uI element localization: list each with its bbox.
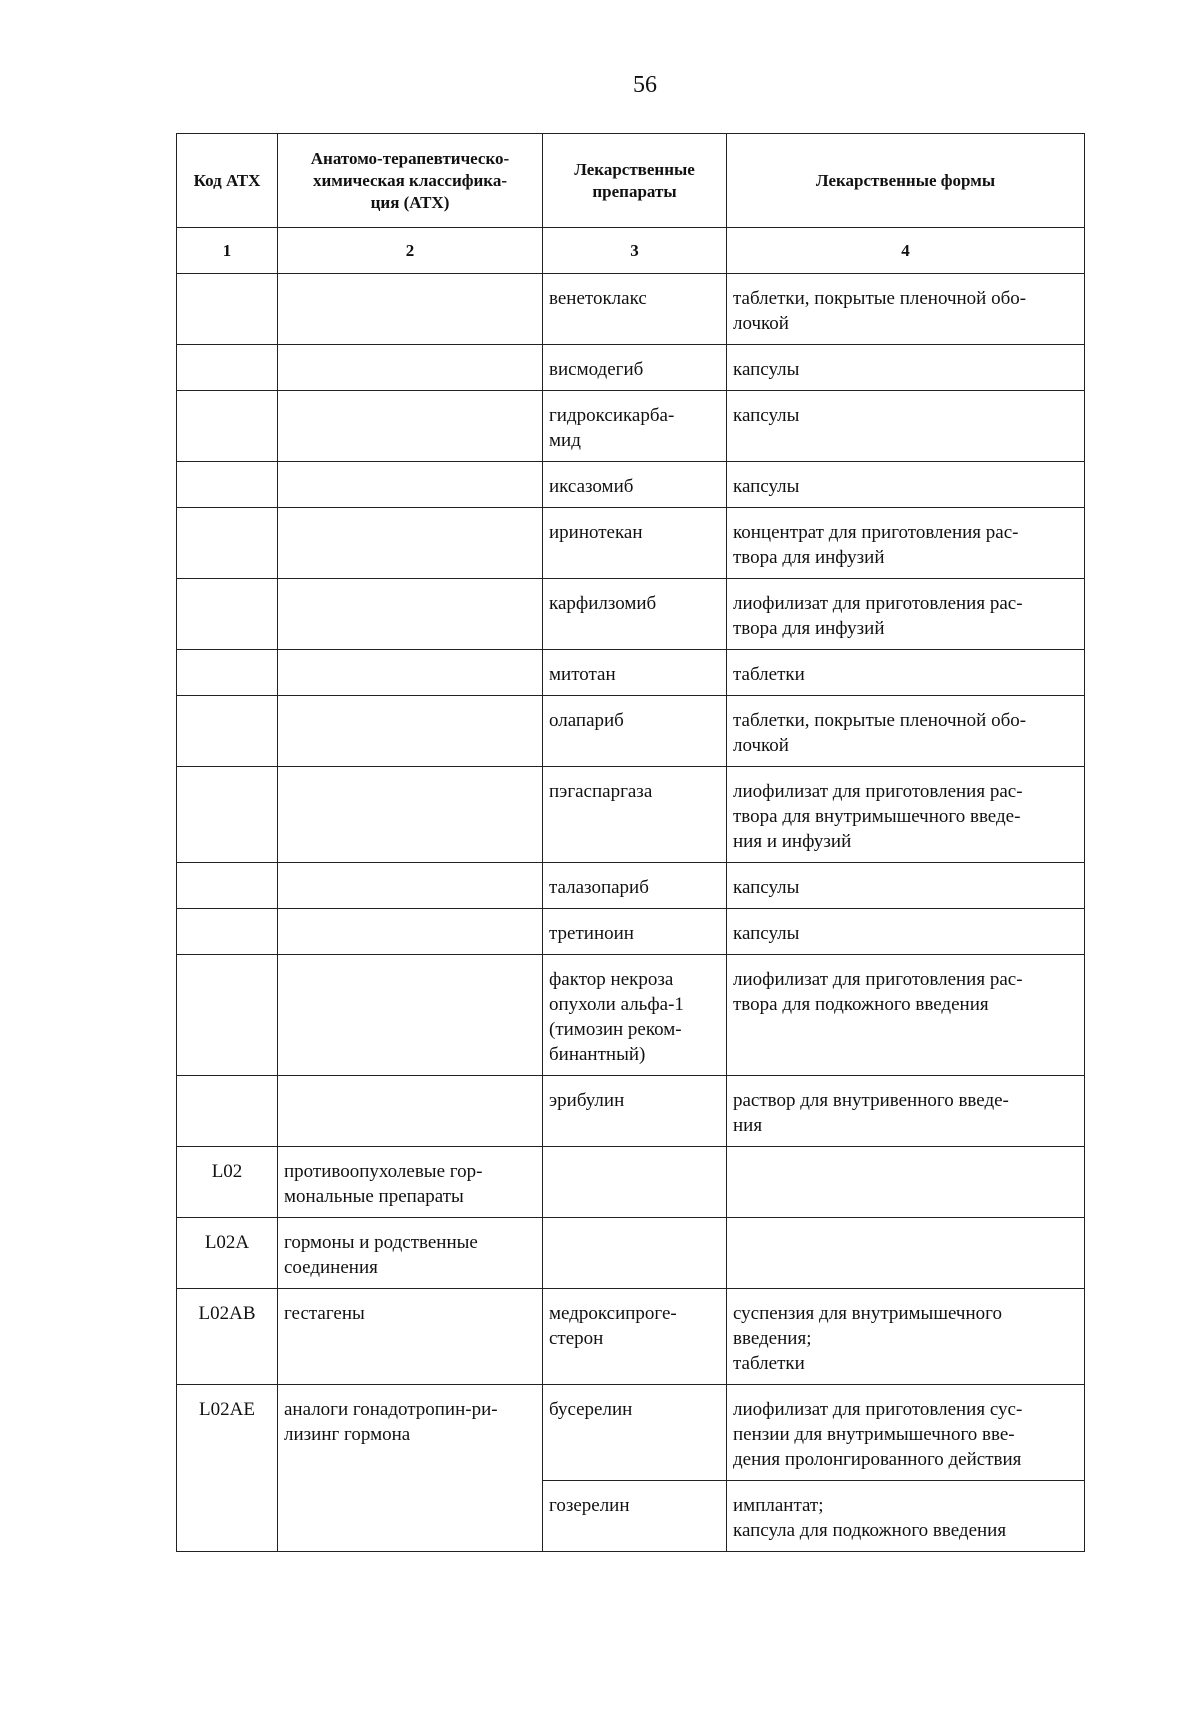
dosage-form-cell	[727, 1147, 1085, 1218]
atx-code-cell	[177, 650, 278, 696]
column-number: 3	[543, 228, 727, 274]
drug-cell: иксазомиб	[543, 462, 727, 508]
atx-code-cell	[177, 462, 278, 508]
drug-cell: висмодегиб	[543, 345, 727, 391]
atx-code-cell: L02A	[177, 1218, 278, 1289]
atx-code-cell	[177, 767, 278, 863]
header-drugs: Лекарственные препараты	[543, 134, 727, 228]
classification-cell	[278, 955, 543, 1076]
drug-cell: медроксипроге- стерон	[543, 1289, 727, 1385]
dosage-form-cell: капсулы	[727, 909, 1085, 955]
drug-cell: пэгаспаргаза	[543, 767, 727, 863]
atx-code-cell	[177, 274, 278, 345]
column-number: 2	[278, 228, 543, 274]
header-atx-classification: Анатомо-терапевтическо- химическая классифика- ция (АТХ)	[278, 134, 543, 228]
table-row	[177, 650, 1085, 696]
drug-cell	[543, 1218, 727, 1289]
classification-cell: гестагены	[278, 1289, 543, 1385]
atx-code-cell	[177, 579, 278, 650]
drug-cell	[543, 1147, 727, 1218]
atx-drug-table	[176, 133, 1085, 1552]
drug-cell: венетоклакс	[543, 274, 727, 345]
table-row	[177, 767, 1085, 863]
classification-cell	[278, 767, 543, 863]
dosage-form-cell: суспензия для внутримышечного введения; таблетки	[727, 1289, 1085, 1385]
column-number: 1	[177, 228, 278, 274]
atx-code-cell	[177, 863, 278, 909]
atx-code-cell	[177, 955, 278, 1076]
drug-cell: третиноин	[543, 909, 727, 955]
table-row	[177, 345, 1085, 391]
atx-code-cell	[177, 696, 278, 767]
drug-cell: митотан	[543, 650, 727, 696]
classification-cell	[278, 274, 543, 345]
table-row	[177, 1385, 1085, 1481]
classification-cell	[278, 462, 543, 508]
drug-cell: бусерелин	[543, 1385, 727, 1481]
classification-cell: гормоны и родственные соединения	[278, 1218, 543, 1289]
classification-cell: противоопухолевые гор- мональные препараты	[278, 1147, 543, 1218]
table-row	[177, 955, 1085, 1076]
dosage-form-cell: концентрат для приготовления рас- твора для инфузий	[727, 508, 1085, 579]
classification-cell	[278, 345, 543, 391]
atx-code-cell	[177, 508, 278, 579]
header-dosage-forms: Лекарственные формы	[727, 134, 1085, 228]
table-row	[177, 391, 1085, 462]
dosage-form-cell: капсулы	[727, 391, 1085, 462]
dosage-form-cell: таблетки, покрытые пленочной обо- лочкой	[727, 696, 1085, 767]
drug-cell: талазопариб	[543, 863, 727, 909]
classification-cell	[278, 909, 543, 955]
classification-cell: аналоги гонадотропин-ри- лизинг гормона	[278, 1385, 543, 1552]
drug-cell: эрибулин	[543, 1076, 727, 1147]
table-row	[177, 1289, 1085, 1385]
classification-cell	[278, 1076, 543, 1147]
column-number: 4	[727, 228, 1085, 274]
dosage-form-cell: капсулы	[727, 863, 1085, 909]
dosage-form-cell: таблетки, покрытые пленочной обо- лочкой	[727, 274, 1085, 345]
table-row	[177, 1147, 1085, 1218]
atx-code-cell: L02	[177, 1147, 278, 1218]
atx-code-cell	[177, 1076, 278, 1147]
atx-code-cell: L02AE	[177, 1385, 278, 1552]
drug-cell: гидроксикарба- мид	[543, 391, 727, 462]
classification-cell	[278, 696, 543, 767]
classification-cell	[278, 508, 543, 579]
classification-cell	[278, 579, 543, 650]
atx-code-cell: L02AB	[177, 1289, 278, 1385]
atx-code-cell	[177, 391, 278, 462]
classification-cell	[278, 863, 543, 909]
table-row	[177, 1218, 1085, 1289]
dosage-form-cell: лиофилизат для приготовления сус- пензии для внутримышечного вве- дения пролонгированного действия	[727, 1385, 1085, 1481]
dosage-form-cell: лиофилизат для приготовления рас- твора для инфузий	[727, 579, 1085, 650]
header-atx-code: Код АТХ	[177, 134, 278, 228]
column-number-row	[177, 228, 1085, 274]
table-row	[177, 1076, 1085, 1147]
table-row	[177, 508, 1085, 579]
drug-cell: гозерелин	[543, 1481, 727, 1552]
dosage-form-cell: лиофилизат для приготовления рас- твора для внутримышечного введе- ния и инфузий	[727, 767, 1085, 863]
drug-cell: иринотекан	[543, 508, 727, 579]
drug-cell: фактор некроза опухоли альфа-1 (тимозин реком- бинантный)	[543, 955, 727, 1076]
table-row	[177, 462, 1085, 508]
classification-cell	[278, 391, 543, 462]
dosage-form-cell: лиофилизат для приготовления рас- твора для подкожного введения	[727, 955, 1085, 1076]
atx-code-cell	[177, 909, 278, 955]
dosage-form-cell	[727, 1218, 1085, 1289]
dosage-form-cell: раствор для внутривенного введе- ния	[727, 1076, 1085, 1147]
dosage-form-cell: капсулы	[727, 462, 1085, 508]
atx-code-cell	[177, 345, 278, 391]
table-row	[177, 579, 1085, 650]
table-row	[177, 909, 1085, 955]
dosage-form-cell: имплантат; капсула для подкожного введения	[727, 1481, 1085, 1552]
dosage-form-cell: капсулы	[727, 345, 1085, 391]
classification-cell	[278, 650, 543, 696]
dosage-form-cell: таблетки	[727, 650, 1085, 696]
table-row	[177, 274, 1085, 345]
drug-cell: карфилзомиб	[543, 579, 727, 650]
table-header-row	[177, 134, 1085, 228]
table-row	[177, 696, 1085, 767]
table-row	[177, 863, 1085, 909]
page-number: 56	[633, 72, 657, 98]
drug-cell: олапариб	[543, 696, 727, 767]
